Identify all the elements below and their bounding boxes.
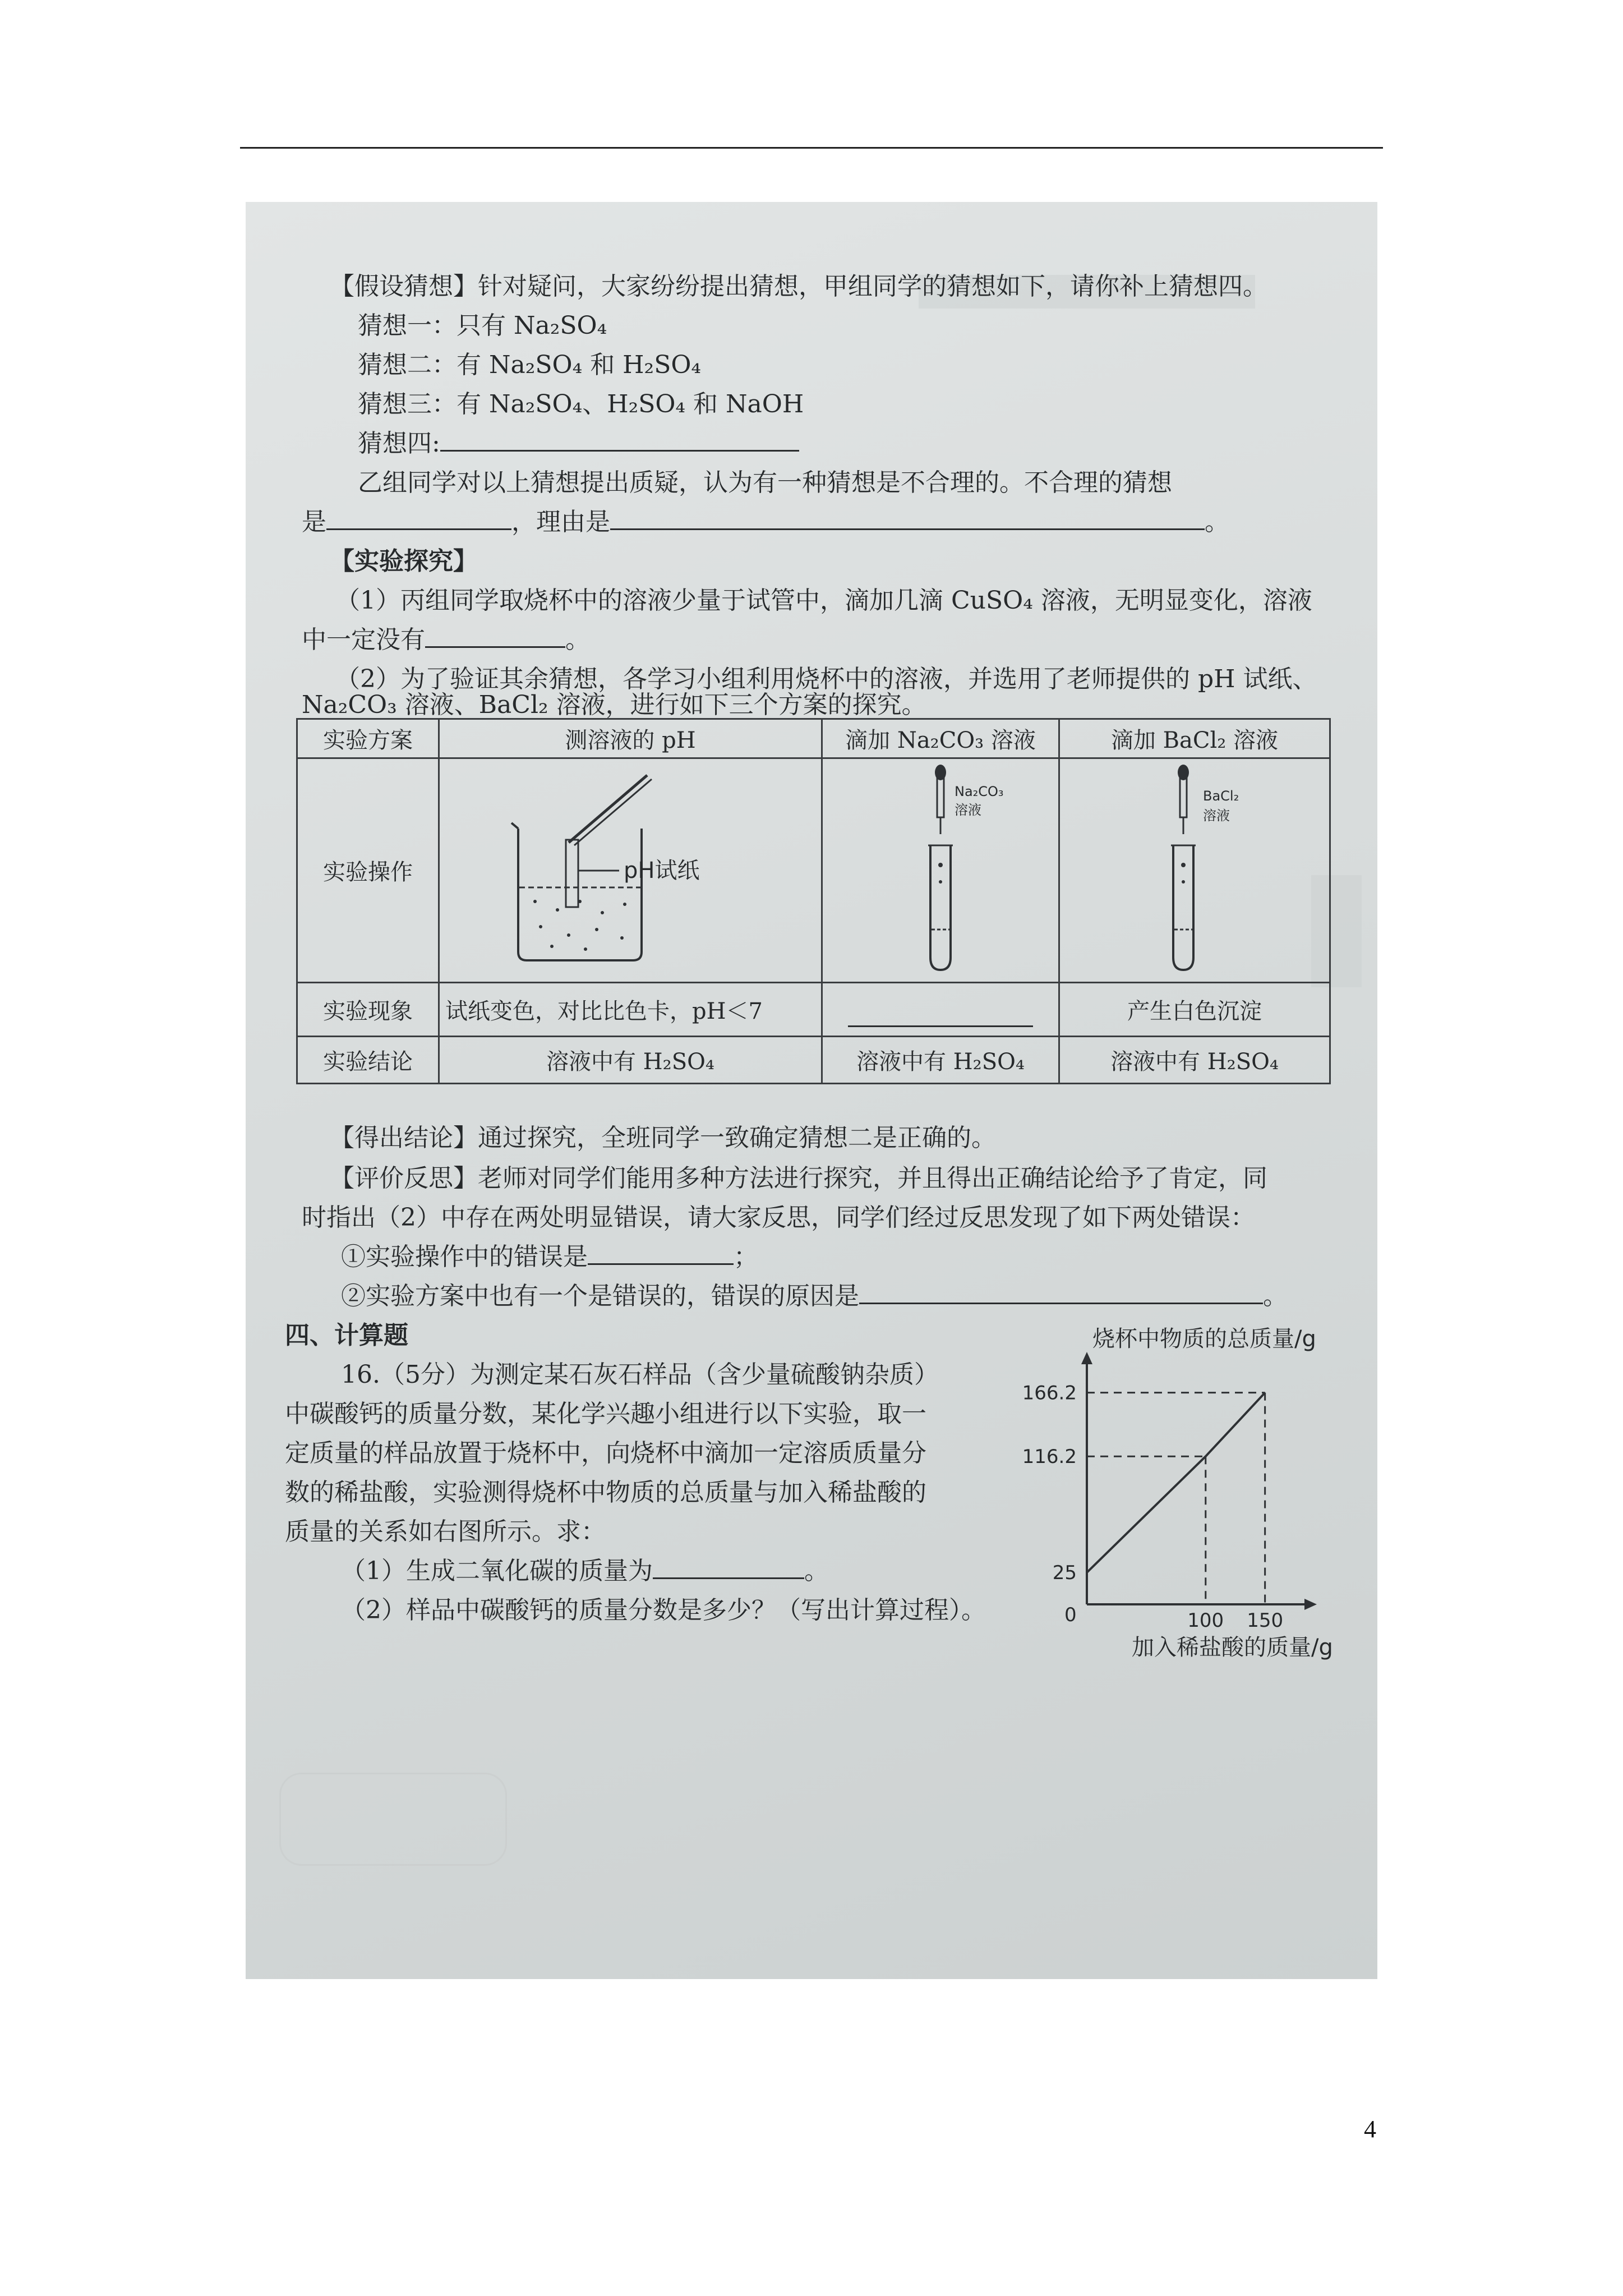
- calc-sub-1-text: （1）生成二氧化碳的质量为: [341, 1557, 653, 1585]
- table-row: [297, 983, 1330, 1037]
- plan-cell: 测溶液的 pH: [439, 719, 822, 758]
- chart-guides: [1087, 1393, 1265, 1604]
- phenomenon-cell: 试纸变色，对比比色卡，pH＜7: [439, 983, 822, 1037]
- table-row: [297, 719, 1330, 758]
- explore-p1-line2: [302, 624, 590, 656]
- absent-substance-blank[interactable]: [425, 624, 565, 648]
- glass-rod-icon: [569, 775, 652, 845]
- na2co3-diagram-cell: [822, 758, 1059, 983]
- na2co3-label: Na₂CO₃: [955, 783, 1004, 799]
- dropper-icon: [1178, 765, 1189, 834]
- table-row: [297, 1037, 1330, 1084]
- bleed-through-shadow: [279, 1773, 507, 1866]
- reflection-item-1: [341, 1241, 758, 1273]
- guess-4-line: [358, 427, 799, 460]
- page-number: 4: [1364, 2115, 1376, 2143]
- x-tick-label: 100: [1187, 1609, 1224, 1632]
- x-axis-label: 加入稀盐酸的质量/g: [1132, 1635, 1333, 1660]
- reason-blank[interactable]: [610, 506, 1205, 530]
- y-tick-label: 25: [1052, 1562, 1077, 1585]
- calc-sub-1: [341, 1555, 829, 1588]
- conclusion-cell: 溶液中有 H₂SO₄: [1059, 1037, 1330, 1084]
- mass-chart: [992, 1324, 1350, 1660]
- header-rule: [240, 147, 1383, 149]
- unreasonable-guess-blank[interactable]: [326, 506, 511, 530]
- period: 。: [804, 1557, 829, 1585]
- photographed-exam-page: [246, 202, 1377, 1979]
- row-label: 实验结论: [297, 1037, 439, 1084]
- co2-mass-blank[interactable]: [653, 1555, 804, 1579]
- origin-label: 0: [1064, 1604, 1077, 1626]
- y-axis-arrow: [1081, 1352, 1092, 1364]
- test-tube-icon: [1171, 845, 1196, 970]
- calc-sub-2: （2）样品中碳酸钙的质量分数是多少？（写出计算过程）。: [341, 1596, 986, 1625]
- ph-paper-label: pH试纸: [624, 857, 700, 884]
- beaker-ph-paper-diagram: [485, 767, 776, 969]
- explore-header: 【实验探究】: [330, 547, 478, 576]
- guess-4-blank[interactable]: [440, 427, 799, 452]
- reflection-line-1: 【评价反思】老师对同学们能用多种方法进行探究，并且得出正确结论给予了肯定，同: [330, 1164, 1267, 1193]
- dropper-icon: [935, 765, 946, 834]
- chart-series: [1087, 1393, 1265, 1573]
- guess-3: 猜想三：有 Na₂SO₄、H₂SO₄ 和 NaOH: [358, 390, 804, 418]
- explore-p2-line1: （2）为了验证其余猜想，各学习小组利用烧杯中的溶液，并选用了老师提供的 pH 试纸、: [335, 665, 1317, 693]
- row-label: 实验操作: [297, 758, 439, 983]
- reflection-item-2-text: ②实验方案中也有一个是错误的，错误的原因是: [341, 1282, 859, 1310]
- y-tick-label: 116.2: [1022, 1446, 1077, 1469]
- x-tick-label: 150: [1247, 1609, 1284, 1632]
- reason-label: ，理由是: [511, 508, 610, 536]
- experiment-table: [296, 718, 1331, 1084]
- conclusion-cell: 溶液中有 H₂SO₄: [822, 1037, 1059, 1084]
- explore-p1-prefix: 中一定没有: [302, 625, 425, 654]
- explore-p2-line2: Na₂CO₃ 溶液、BaCl₂ 溶液，进行如下三个方案的探究。: [302, 691, 926, 719]
- question-text: 乙组同学对以上猜想提出质疑，认为有一种猜想是不合理的。不合理的猜想: [358, 468, 1172, 497]
- dropper-test-tube-diagram: [834, 761, 1047, 974]
- operation-error-blank[interactable]: [588, 1241, 734, 1265]
- calc-question-line: 质量的关系如右图所示。求：: [285, 1517, 606, 1546]
- guess-1: 猜想一：只有 Na₂SO₄: [358, 311, 607, 340]
- conclusion-text: 【得出结论】通过探究，全班同学一致确定猜想二是正确的。: [330, 1124, 996, 1152]
- calc-section-title: 四、计算题: [285, 1321, 408, 1350]
- row-label: 实验方案: [297, 719, 439, 758]
- plan-cell: 滴加 BaCl₂ 溶液: [1059, 719, 1330, 758]
- test-tube-icon: [928, 845, 953, 970]
- phenomenon-blank[interactable]: [848, 1003, 1033, 1027]
- period: 。: [1205, 508, 1229, 536]
- reflection-item-2: [341, 1280, 1288, 1313]
- plan-error-blank[interactable]: [859, 1280, 1263, 1304]
- reflection-item-1-text: ①实验操作中的错误是: [341, 1243, 588, 1271]
- y-axis-label: 烧杯中物质的总质量/g: [1092, 1326, 1316, 1352]
- semicolon: ；: [734, 1243, 758, 1271]
- bacl2-diagram-cell: [1059, 758, 1330, 983]
- ph-paper-icon: [566, 840, 619, 907]
- conclusion-cell: 溶液中有 H₂SO₄: [439, 1037, 822, 1084]
- phenomenon-blank-cell: [822, 983, 1059, 1037]
- guess-4-label: 猜想四:: [358, 429, 440, 458]
- row-label: 实验现象: [297, 983, 439, 1037]
- solution-label: 溶液: [955, 802, 981, 818]
- calc-question-line: 定质量的样品放置于烧杯中，向烧杯中滴加一定溶质质量分: [285, 1439, 926, 1467]
- phenomenon-cell: 产生白色沉淀: [1059, 983, 1330, 1037]
- calc-question-line: 数的稀盐酸，实验测得烧杯中物质的总质量与加入稀盐酸的: [285, 1478, 926, 1507]
- question-answer-line: [302, 506, 1229, 539]
- plan-cell: 滴加 Na₂CO₃ 溶液: [822, 719, 1059, 758]
- period: 。: [1263, 1282, 1288, 1310]
- x-axis-arrow: [1304, 1599, 1317, 1610]
- calc-question-line: 中碳酸钙的质量分数，某化学兴趣小组进行以下实验，取一: [285, 1400, 926, 1428]
- y-tick-label: 166.2: [1022, 1382, 1077, 1405]
- chart-axes: [1081, 1352, 1317, 1610]
- guess-2: 猜想二：有 Na₂SO₄ 和 H₂SO₄: [358, 351, 702, 379]
- explore-p1-line1: （1）丙组同学取烧杯中的溶液少量于试管中，滴加几滴 CuSO₄ 溶液，无明显变化，溶液: [335, 586, 1312, 615]
- ph-test-diagram-cell: [439, 758, 822, 983]
- solution-label: 溶液: [1203, 807, 1230, 823]
- table-row: [297, 758, 1330, 983]
- reflection-line-2: 时指出（2）中存在两处明显错误，请大家反思，同学们经过反思发现了如下两处错误：: [302, 1203, 1255, 1232]
- question-prefix: 是: [302, 508, 326, 536]
- calc-question-line: 16.（5分）为测定某石灰石样品（含少量硫酸钠杂质）: [341, 1360, 939, 1389]
- dropper-test-tube-diagram: [1077, 761, 1312, 974]
- explore-p1-period: 。: [565, 625, 590, 654]
- bacl2-label: BaCl₂: [1203, 788, 1239, 804]
- series-line: [1087, 1393, 1265, 1573]
- hypothesis-header: 【假设猜想】针对疑问，大家纷纷提出猜想，甲组同学的猜想如下，请你补上猜想四。: [330, 272, 1267, 301]
